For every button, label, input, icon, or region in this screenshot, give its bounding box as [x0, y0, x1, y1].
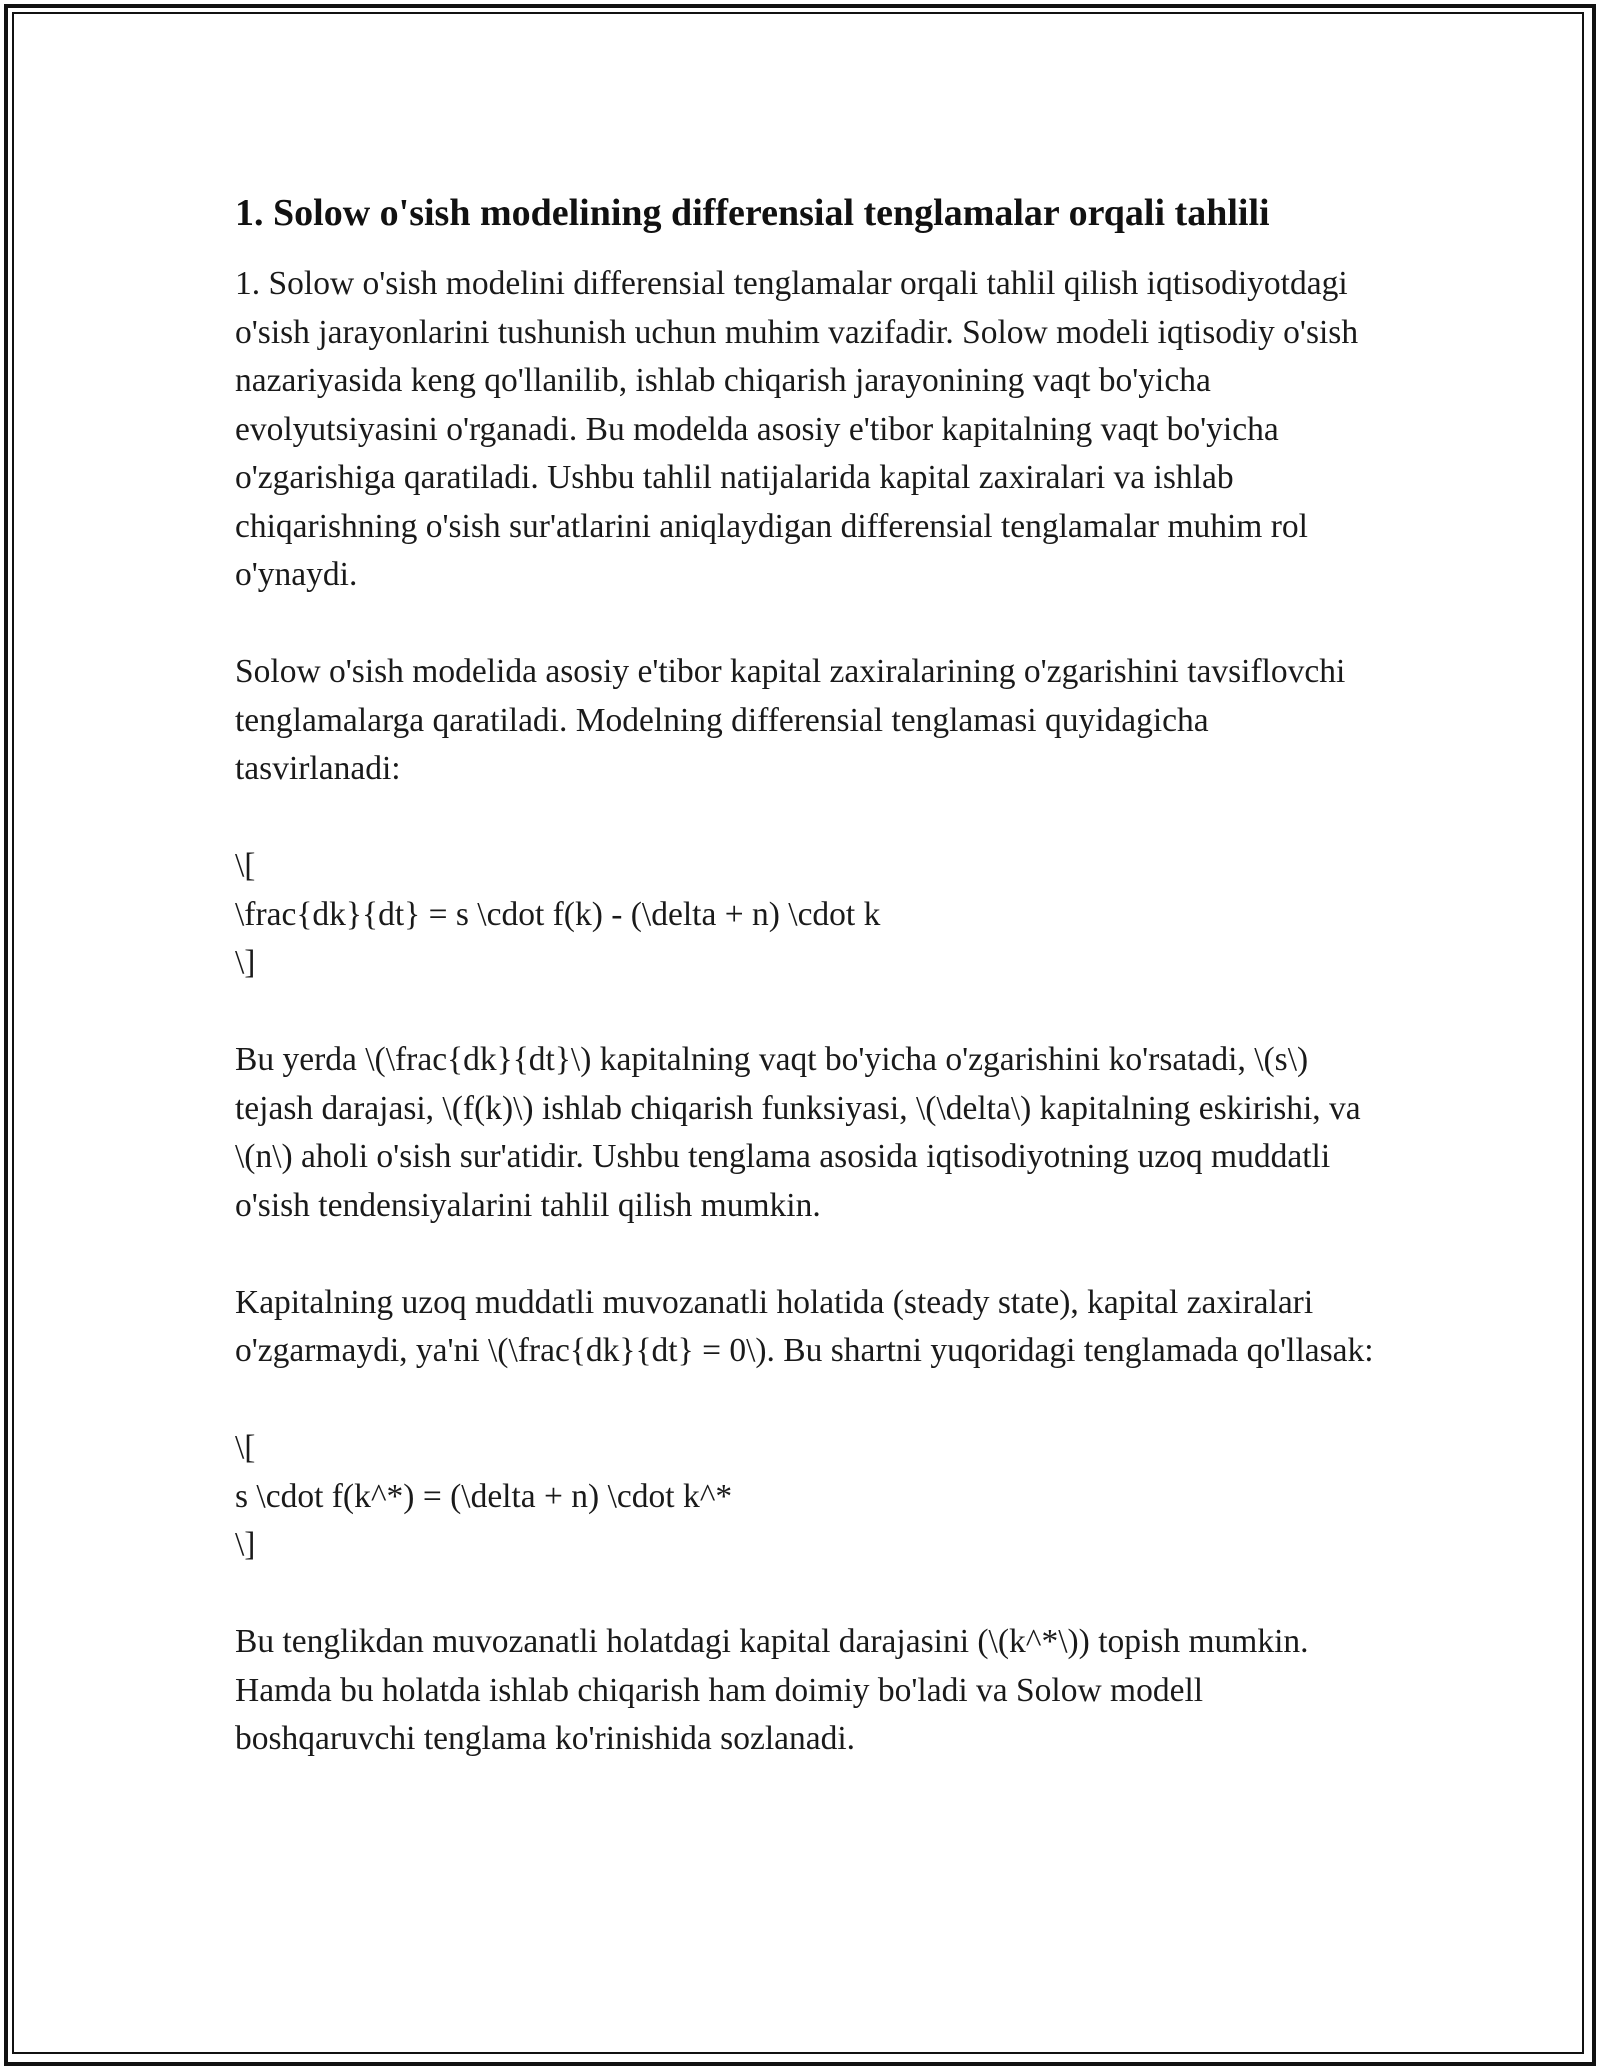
equation-2-close: \]: [235, 1526, 256, 1563]
equation-2-open: \[: [235, 1429, 256, 1466]
paragraph-model-equation-intro: Solow o'sish modelida asosiy e'tibor kapital zaxiralarining o'zgarishini tavsiflovchi tenglamalarga qaratiladi. Modelning differensial tenglamasi quyidagicha tasvirlanadi:: [235, 653, 1346, 787]
equation-1-close: \]: [235, 944, 256, 981]
paragraph-intro: 1. Solow o'sish modelini differensial tenglamalar orqali tahlil qilish iqtisodiyotdagi o'sish jarayonlarini tushunish uchun muhim vazifadir. Solow modeli iqtisodiy o'sish nazariyasida keng qo'llanilib, ishlab chiqarish jarayonining vaqt bo'yicha evolyutsiyasini o'rganadi. Bu modelda asosiy e'tibor kapitalning vaqt bo'yicha o'zgarishiga qaratiladi. Ushbu tahlil natijalarida kapital zaxiralari va ishlab chiqarishning o'sish sur'atlarini aniqlaydigan differensial tenglamalar muhim rol o'ynaydi.: [235, 265, 1359, 593]
equation-block-1: [235, 842, 1375, 988]
paragraph-conclusion: Bu tenglikdan muvozanatli holatdagi kapital darajasini (\(k^*\)) topish mumkin. Hamda bu holatda ishlab chiqarish ham doimiy bo'ladi va Solow modell boshqaruvchi tenglama ko'rinishida sozlanadi.: [235, 1623, 1309, 1757]
equation-2-body: s \cdot f(k^*) = (\delta + n) \cdot k^*: [235, 1477, 733, 1515]
document-page: [235, 186, 1375, 1812]
document-title: 1. Solow o'sish modelining differensial tenglamalar orqali tahlili: [235, 192, 1270, 234]
equation-1-body: \frac{dk}{dt} = s \cdot f(k) - (\delta + n) \cdot k: [235, 895, 881, 933]
paragraph-steady-state: Kapitalning uzoq muddatli muvozanatli holatida (steady state), kapital zaxiralari o'zgarmaydi, ya'ni \(\frac{dk}{dt} = 0\). Bu shartni yuqoridagi tenglamada qo'llasak:: [235, 1283, 1374, 1369]
equation-1-open: \[: [235, 847, 256, 884]
paragraph-variable-definitions: Bu yerda \(\frac{dk}{dt}\) kapitalning vaqt bo'yicha o'zgarishini ko'rsatadi, \(s\) tejash darajasi, \(f(k)\) ishlab chiqarish funksiyasi, \(\delta\) kapitalning eskirishi, va \(n\) aholi o'sish sur'atidir. Ushbu tenglama asosida iqtisodiyotning uzoq muddatli o'sish tendensiyalarini tahlil qilish mumkin.: [235, 1041, 1361, 1224]
equation-block-2: [235, 1424, 1375, 1570]
